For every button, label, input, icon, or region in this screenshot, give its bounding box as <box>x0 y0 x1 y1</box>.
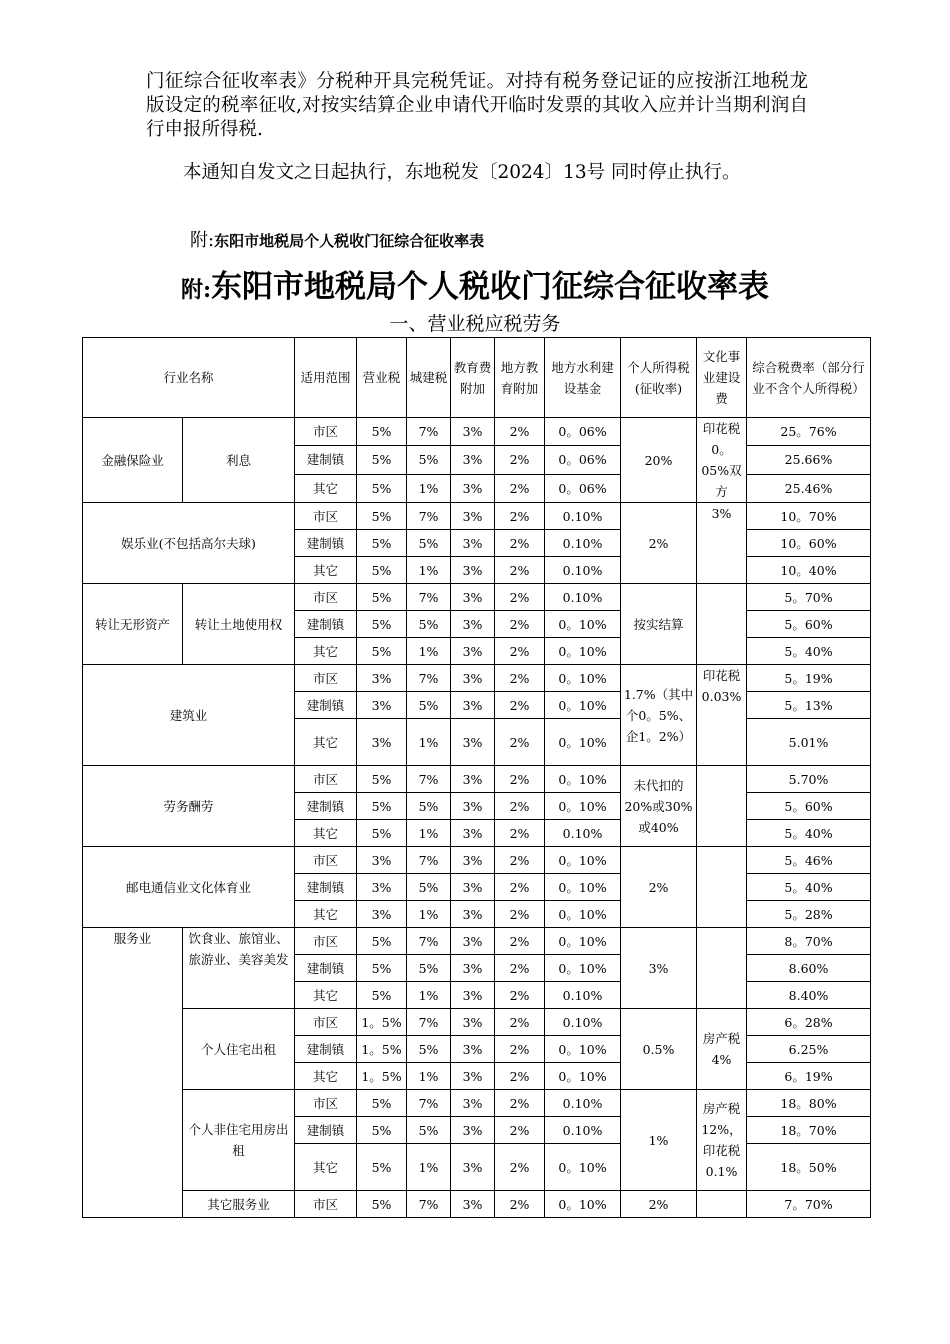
rate-cell: 0。06% <box>545 474 621 502</box>
rate-cell: 5% <box>357 982 407 1009</box>
culture-fee-cell: 房产税4% <box>697 1009 747 1090</box>
rate-cell: 0。10% <box>545 793 621 820</box>
culture-fee-cell: 印花税0。05%双方 <box>697 418 747 503</box>
rate-cell: 市区 <box>295 928 357 955</box>
rate-cell: 其它 <box>295 901 357 928</box>
total-rate-cell: 5。28% <box>747 901 871 928</box>
rate-cell: 市区 <box>295 418 357 446</box>
rate-cell: 1。5% <box>357 1063 407 1090</box>
rate-cell: 5% <box>357 446 407 474</box>
rate-cell: 0.10% <box>545 820 621 847</box>
rate-cell: 市区 <box>295 584 357 611</box>
rate-cell: 5% <box>357 638 407 665</box>
table-body <box>83 338 871 1218</box>
total-rate-cell: 10。60% <box>747 530 871 557</box>
table-title-main: 东阳市地税局个人税收门征综合征收率表 <box>211 269 770 305</box>
sub-industry-cell: 个人住宅出租 <box>183 1009 295 1090</box>
sub-industry-cell: 利息 <box>183 418 295 503</box>
rate-cell: 5% <box>357 611 407 638</box>
rate-cell: 1。5% <box>357 1036 407 1063</box>
rate-cell: 3% <box>451 874 495 901</box>
table-row <box>83 766 871 793</box>
rate-cell: 2% <box>495 692 545 719</box>
rate-cell: 3% <box>451 901 495 928</box>
rate-cell: 5% <box>357 584 407 611</box>
rate-cell: 2% <box>495 1191 545 1218</box>
header-cell: 营业税 <box>357 338 407 418</box>
rate-cell: 市区 <box>295 766 357 793</box>
rate-cell: 7% <box>407 928 451 955</box>
rate-cell: 1% <box>407 1063 451 1090</box>
income-tax-cell: 2% <box>621 1191 697 1218</box>
rate-cell: 5% <box>357 1117 407 1144</box>
rate-cell: 2% <box>495 1144 545 1191</box>
rate-cell: 3% <box>451 665 495 692</box>
rate-cell: 2% <box>495 766 545 793</box>
income-tax-cell: 1% <box>621 1090 697 1191</box>
total-rate-cell: 5。40% <box>747 874 871 901</box>
rate-cell: 0.10% <box>545 1117 621 1144</box>
rate-cell: 5% <box>407 874 451 901</box>
attachment-prefix: 附: <box>190 230 215 251</box>
rate-cell: 7% <box>407 1090 451 1117</box>
rate-cell: 其它 <box>295 982 357 1009</box>
total-rate-cell: 18。80% <box>747 1090 871 1117</box>
rate-cell: 7% <box>407 766 451 793</box>
rate-cell: 2% <box>495 820 545 847</box>
rate-cell: 1% <box>407 557 451 584</box>
rate-cell: 2% <box>495 611 545 638</box>
sub-industry-cell: 饮食业、旅馆业、旅游业、美容美发 <box>183 928 295 1009</box>
rate-cell: 0.10% <box>545 557 621 584</box>
rate-cell: 建制镇 <box>295 874 357 901</box>
total-rate-cell: 5。46% <box>747 847 871 874</box>
header-cell: 地方教育附加 <box>495 338 545 418</box>
body-paragraph-2: 本通知自发文之日起执行，东地税发〔2024〕13号 同时停止执行。 <box>183 162 741 183</box>
rate-cell: 其它 <box>295 557 357 584</box>
table-row <box>83 1191 871 1218</box>
rate-cell: 3% <box>451 1144 495 1191</box>
rate-cell: 市区 <box>295 503 357 530</box>
rate-cell: 3% <box>451 982 495 1009</box>
rate-cell: 0。10% <box>545 1144 621 1191</box>
rate-cell: 3% <box>451 1090 495 1117</box>
total-rate-cell: 6.25% <box>747 1036 871 1063</box>
rate-cell: 0.10% <box>545 1090 621 1117</box>
rate-cell: 其它 <box>295 1144 357 1191</box>
rate-cell: 1% <box>407 982 451 1009</box>
total-rate-cell: 5。40% <box>747 638 871 665</box>
industry-cell: 转让无形资产 <box>83 584 183 665</box>
industry-cell: 劳务酬劳 <box>83 766 295 847</box>
table-row <box>83 1090 871 1117</box>
rate-cell: 2% <box>495 793 545 820</box>
header-cell: 行业名称 <box>83 338 295 418</box>
table-row <box>83 503 871 530</box>
rate-cell: 1% <box>407 719 451 766</box>
culture-fee-cell <box>697 928 747 1009</box>
table-row <box>83 928 871 955</box>
rate-cell: 5% <box>357 766 407 793</box>
rate-cell: 建制镇 <box>295 611 357 638</box>
rate-cell: 5% <box>357 1144 407 1191</box>
total-rate-cell: 18。50% <box>747 1144 871 1191</box>
table-row <box>83 665 871 692</box>
rate-cell: 5% <box>407 1036 451 1063</box>
total-rate-cell: 25.66% <box>747 446 871 474</box>
rate-cell: 0。10% <box>545 955 621 982</box>
rate-cell: 0。10% <box>545 1036 621 1063</box>
total-rate-cell: 5。13% <box>747 692 871 719</box>
rate-cell: 2% <box>495 982 545 1009</box>
rate-cell: 0.10% <box>545 503 621 530</box>
header-cell: 个人所得税(征收率) <box>621 338 697 418</box>
culture-fee-cell <box>697 847 747 928</box>
rate-cell: 3% <box>451 446 495 474</box>
income-tax-cell: 2% <box>621 503 697 584</box>
rate-cell: 7% <box>407 418 451 446</box>
rate-cell: 0.10% <box>545 530 621 557</box>
income-tax-cell: 未代扣的20%或30%或40% <box>621 766 697 847</box>
rate-cell: 建制镇 <box>295 1117 357 1144</box>
rate-cell: 2% <box>495 530 545 557</box>
rate-cell: 3% <box>451 955 495 982</box>
rate-cell: 0。06% <box>545 418 621 446</box>
rate-cell: 0。10% <box>545 847 621 874</box>
rate-cell: 3% <box>451 584 495 611</box>
rate-cell: 3% <box>451 1063 495 1090</box>
table-title-prefix: 附: <box>180 277 212 303</box>
rate-cell: 3% <box>357 719 407 766</box>
industry-cell: 娱乐业(不包括高尔夫球) <box>83 503 295 584</box>
industry-cell: 服务业 <box>83 928 183 1218</box>
rate-cell: 2% <box>495 719 545 766</box>
rate-cell: 1% <box>407 638 451 665</box>
rate-cell: 3% <box>357 847 407 874</box>
rate-cell: 其它 <box>295 474 357 502</box>
rate-cell: 5% <box>407 793 451 820</box>
culture-fee-cell <box>697 1191 747 1218</box>
attachment-name: 东阳市地税局个人税收门征综合征收率表 <box>214 232 485 250</box>
rate-cell: 3% <box>451 1009 495 1036</box>
income-tax-cell: 0.5% <box>621 1009 697 1090</box>
total-rate-cell: 18。70% <box>747 1117 871 1144</box>
rate-cell: 1。5% <box>357 1009 407 1036</box>
rate-cell: 0.10% <box>545 584 621 611</box>
total-rate-cell: 5.01% <box>747 719 871 766</box>
rate-cell: 建制镇 <box>295 446 357 474</box>
culture-fee-cell: 房产税12%，印花税0.1% <box>697 1090 747 1191</box>
rate-cell: 7% <box>407 503 451 530</box>
total-rate-cell: 7。70% <box>747 1191 871 1218</box>
rate-cell: 2% <box>495 1117 545 1144</box>
rate-cell: 0。10% <box>545 1191 621 1218</box>
total-rate-cell: 6。28% <box>747 1009 871 1036</box>
rate-cell: 5% <box>357 1191 407 1218</box>
total-rate-cell: 5。40% <box>747 820 871 847</box>
rate-cell: 建制镇 <box>295 530 357 557</box>
rate-cell: 5% <box>407 1117 451 1144</box>
header-row <box>83 338 871 418</box>
rate-cell: 5% <box>407 446 451 474</box>
rate-cell: 1% <box>407 820 451 847</box>
culture-fee-cell: 3% <box>697 503 747 584</box>
rate-cell: 3% <box>451 847 495 874</box>
rate-cell: 0。10% <box>545 719 621 766</box>
rate-cell: 2% <box>495 665 545 692</box>
rate-cell: 其它 <box>295 638 357 665</box>
rate-cell: 建制镇 <box>295 692 357 719</box>
rate-cell: 5% <box>357 955 407 982</box>
rate-cell: 2% <box>495 1009 545 1036</box>
rate-cell: 2% <box>495 1036 545 1063</box>
rate-cell: 2% <box>495 474 545 502</box>
sub-industry-cell: 个人非住宅用房出租 <box>183 1090 295 1191</box>
total-rate-cell: 5。60% <box>747 611 871 638</box>
total-rate-cell: 10。70% <box>747 503 871 530</box>
rate-cell: 3% <box>451 638 495 665</box>
rate-cell: 1% <box>407 474 451 502</box>
rate-cell: 0。10% <box>545 611 621 638</box>
rate-cell: 3% <box>451 530 495 557</box>
rate-cell: 0。10% <box>545 638 621 665</box>
total-rate-cell: 5。19% <box>747 665 871 692</box>
rate-cell: 2% <box>495 638 545 665</box>
rate-cell: 5% <box>357 530 407 557</box>
section-title: 一、营业税应税劳务 <box>389 313 561 335</box>
rate-cell: 其它 <box>295 820 357 847</box>
rate-cell: 1% <box>407 1144 451 1191</box>
rate-cell: 0。10% <box>545 665 621 692</box>
sub-industry-cell: 转让土地使用权 <box>183 584 295 665</box>
rate-cell: 7% <box>407 1009 451 1036</box>
rate-cell: 7% <box>407 584 451 611</box>
rate-cell: 0。10% <box>545 874 621 901</box>
rate-cell: 5% <box>357 474 407 502</box>
rate-cell: 2% <box>495 1090 545 1117</box>
rate-cell: 5% <box>407 692 451 719</box>
rate-cell: 3% <box>451 611 495 638</box>
income-tax-cell: 3% <box>621 928 697 1009</box>
total-rate-cell: 25.46% <box>747 474 871 502</box>
rate-cell: 其它 <box>295 719 357 766</box>
rate-cell: 3% <box>357 874 407 901</box>
rate-cell: 3% <box>451 692 495 719</box>
rate-cell: 5% <box>357 418 407 446</box>
total-rate-cell: 5。70% <box>747 584 871 611</box>
rate-cell: 3% <box>451 766 495 793</box>
rate-cell: 5% <box>357 1090 407 1117</box>
rate-cell: 3% <box>451 503 495 530</box>
tax-rate-table <box>82 337 871 1218</box>
rate-cell: 5% <box>407 611 451 638</box>
rate-cell: 5% <box>357 557 407 584</box>
rate-cell: 2% <box>495 928 545 955</box>
rate-cell: 2% <box>495 446 545 474</box>
rate-cell: 3% <box>451 1191 495 1218</box>
total-rate-cell: 8。70% <box>747 928 871 955</box>
rate-cell: 3% <box>451 719 495 766</box>
header-cell: 综合税费率（部分行业不含个人所得税） <box>747 338 871 418</box>
attachment-line <box>190 226 484 252</box>
rate-cell: 2% <box>495 847 545 874</box>
sub-industry-cell: 其它服务业 <box>183 1191 295 1218</box>
rate-cell: 3% <box>451 820 495 847</box>
rate-cell: 7% <box>407 1191 451 1218</box>
rate-cell: 2% <box>495 584 545 611</box>
rate-cell: 2% <box>495 557 545 584</box>
rate-cell: 0。10% <box>545 1063 621 1090</box>
rate-cell: 市区 <box>295 1009 357 1036</box>
rate-cell: 2% <box>495 503 545 530</box>
rate-cell: 5% <box>407 955 451 982</box>
total-rate-cell: 5。60% <box>747 793 871 820</box>
rate-cell: 3% <box>451 1117 495 1144</box>
rate-cell: 2% <box>495 955 545 982</box>
industry-cell: 建筑业 <box>83 665 295 766</box>
rate-cell: 0.10% <box>545 982 621 1009</box>
rate-cell: 5% <box>357 820 407 847</box>
rate-cell: 3% <box>451 557 495 584</box>
rate-cell: 市区 <box>295 665 357 692</box>
header-cell: 文化事业建设费 <box>697 338 747 418</box>
rate-cell: 建制镇 <box>295 793 357 820</box>
culture-fee-cell <box>697 584 747 665</box>
rate-cell: 1% <box>407 901 451 928</box>
rate-cell: 其它 <box>295 1063 357 1090</box>
culture-fee-cell <box>697 766 747 847</box>
body-paragraph-1: 门征综合征收率表》分税种开具完税凭证。对持有税务登记证的应按浙江地税龙版设定的税率征收,对按实结算企业申请代开临时发票的其收入应并计当期利润自行申报所得税. <box>146 71 808 140</box>
rate-cell: 2% <box>495 874 545 901</box>
income-tax-cell: 1.7%（其中个0。5%、企1。2%） <box>621 665 697 766</box>
total-rate-cell: 8.60% <box>747 955 871 982</box>
income-tax-cell: 2% <box>621 847 697 928</box>
rate-cell: 3% <box>357 665 407 692</box>
rate-cell: 建制镇 <box>295 955 357 982</box>
rate-cell: 2% <box>495 418 545 446</box>
rate-cell: 0。10% <box>545 928 621 955</box>
rate-cell: 3% <box>357 692 407 719</box>
table-row <box>83 584 871 611</box>
rate-cell: 0。06% <box>545 446 621 474</box>
total-rate-cell: 10。40% <box>747 557 871 584</box>
rate-cell: 市区 <box>295 1090 357 1117</box>
header-cell: 地方水利建设基金 <box>545 338 621 418</box>
table-title <box>0 265 950 312</box>
rate-cell: 3% <box>451 928 495 955</box>
total-rate-cell: 5.70% <box>747 766 871 793</box>
rate-cell: 5% <box>407 530 451 557</box>
rate-cell: 7% <box>407 847 451 874</box>
rate-cell: 3% <box>451 418 495 446</box>
total-rate-cell: 8.40% <box>747 982 871 1009</box>
rate-cell: 0.10% <box>545 1009 621 1036</box>
rate-cell: 3% <box>451 793 495 820</box>
rate-cell: 3% <box>451 474 495 502</box>
table-row <box>83 418 871 446</box>
rate-cell: 0。10% <box>545 692 621 719</box>
rate-cell: 0。10% <box>545 766 621 793</box>
industry-cell: 金融保险业 <box>83 418 183 503</box>
rate-cell: 7% <box>407 665 451 692</box>
rate-cell: 3% <box>357 901 407 928</box>
header-cell: 适用范围 <box>295 338 357 418</box>
industry-cell: 邮电通信业文化体育业 <box>83 847 295 928</box>
income-tax-cell: 按实结算 <box>621 584 697 665</box>
rate-cell: 建制镇 <box>295 1036 357 1063</box>
rate-cell: 5% <box>357 503 407 530</box>
table-row <box>83 1009 871 1036</box>
culture-fee-cell: 印花税0.03% <box>697 665 747 766</box>
table-row <box>83 847 871 874</box>
rate-cell: 2% <box>495 1063 545 1090</box>
income-tax-cell: 20% <box>621 418 697 503</box>
header-cell: 城建税 <box>407 338 451 418</box>
rate-cell: 0。10% <box>545 901 621 928</box>
rate-cell: 5% <box>357 793 407 820</box>
rate-cell: 市区 <box>295 847 357 874</box>
total-rate-cell: 25。76% <box>747 418 871 446</box>
rate-cell: 5% <box>357 928 407 955</box>
rate-cell: 市区 <box>295 1191 357 1218</box>
header-cell: 教育费附加 <box>451 338 495 418</box>
rate-cell: 2% <box>495 901 545 928</box>
total-rate-cell: 6。19% <box>747 1063 871 1090</box>
rate-cell: 3% <box>451 1036 495 1063</box>
